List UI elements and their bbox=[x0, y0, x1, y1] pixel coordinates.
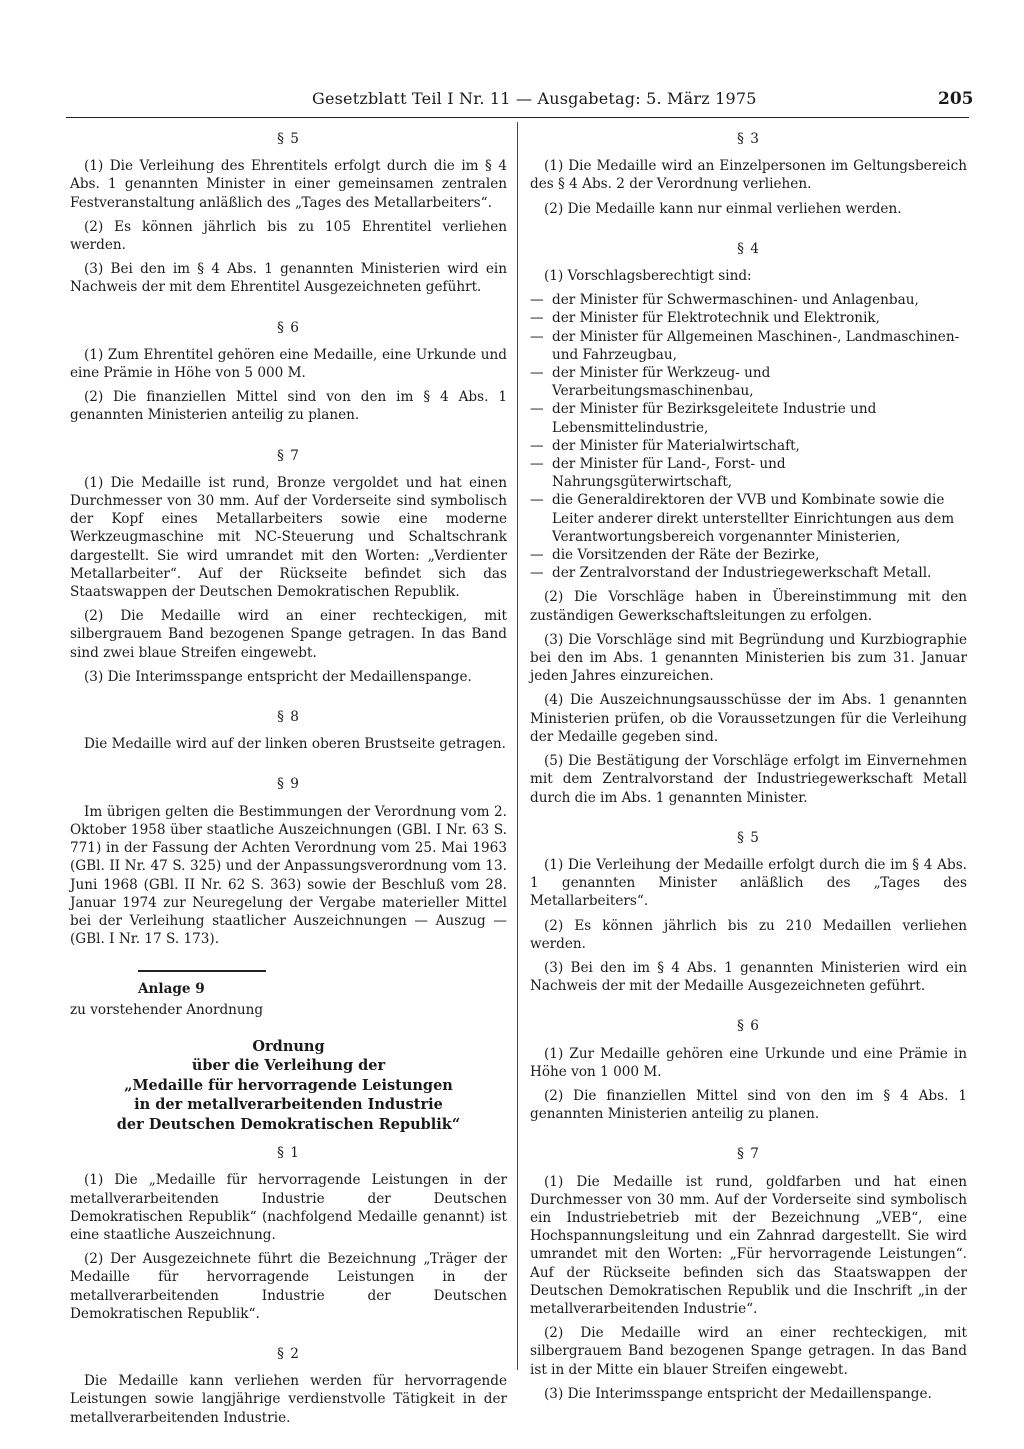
list-item bbox=[530, 364, 967, 400]
section-heading: § 5 bbox=[277, 131, 300, 147]
paragraph: (3) Die Interimsspange entspricht der Medaillenspange. bbox=[84, 668, 472, 685]
list-item bbox=[530, 491, 967, 546]
header-title: Gesetzblatt Teil I Nr. 11 — Ausgabetag: 5. März 1975 bbox=[312, 89, 757, 108]
section-4-right bbox=[530, 240, 967, 807]
list-item-text: der Minister für Elektrotechnik und Elektronik, bbox=[552, 310, 880, 327]
paragraph: (1) Die Verleihung der Medaille erfolgt durch die im § 4 Abs. 1 genannten Minister anläßlich des „Tages des Metallarbeiters“. bbox=[530, 856, 967, 910]
section-7-right bbox=[530, 1145, 967, 1403]
paragraph: (1) Vorschlagsberechtigt sind: bbox=[544, 268, 752, 285]
list-item bbox=[530, 328, 967, 364]
list-item bbox=[530, 437, 967, 455]
ordnung-title-line: in der metallverarbeitenden Industrie bbox=[134, 1096, 443, 1114]
paragraph: (1) Zur Medaille gehören eine Urkunde und eine Prämie in Höhe von 1 000 M. bbox=[530, 1045, 967, 1080]
paragraph: (2) Die Vorschläge haben in Übereinstimmung mit den zuständigen Gewerkschaftsleitungen zu erfolgen. bbox=[530, 589, 967, 624]
section-5-right bbox=[530, 829, 967, 996]
paragraph: (1) Die Medaille wird an Einzelpersonen im Geltungsbereich des § 4 Abs. 2 der Verordnung verliehen. bbox=[530, 158, 967, 193]
section-8-left bbox=[70, 708, 507, 753]
right-column bbox=[530, 130, 967, 1425]
section-heading: § 7 bbox=[277, 447, 300, 464]
list-item-text: der Minister für Werkzeug- und Verarbeitungsmaschinenbau, bbox=[552, 365, 771, 400]
list-dash: — bbox=[530, 456, 544, 473]
paragraph: Im übrigen gelten die Bestimmungen der Verordnung vom 2. Oktober 1958 über staatliche Auszeichnungen (GBl. I Nr. 63 S. 771) in der Fassung der Achten Verordnung vom 25. Mai 1963 (GBl. II Nr. 47 S. 325) und der Anpassungsverordnung vom 13. Juni 1968 (GBl. II Nr. 62 S. 363) sowie der Beschluß vom 28. Januar 1974 zur Neuregelung der Vergabe materieller Mittel bei der Verleihung staatlicher Auszeichnungen — Auszug — (GBl. I Nr. 17 S. 173). bbox=[70, 803, 507, 948]
paragraph: Die Medaille wird auf der linken oberen Brustseite getragen. bbox=[84, 736, 506, 753]
list-item-text: der Zentralvorstand der Industriegewerkschaft Metall. bbox=[552, 565, 932, 582]
paragraph: (2) Es können jährlich bis zu 105 Ehrentitel verliehen werden. bbox=[70, 218, 507, 254]
list-item bbox=[530, 400, 967, 436]
section-6-right bbox=[530, 1017, 967, 1123]
list-item bbox=[530, 309, 967, 327]
list-item-text: die Vorsitzenden der Räte der Bezirke, bbox=[552, 547, 820, 564]
section-9-left bbox=[70, 775, 507, 948]
ordnung-title-line: der Deutschen Demokratischen Republik“ bbox=[116, 1115, 461, 1133]
section-6-left bbox=[70, 319, 507, 425]
list-dash: — bbox=[530, 547, 544, 564]
section-heading: § 7 bbox=[737, 1146, 760, 1163]
anlage-title: Anlage 9 bbox=[138, 981, 205, 998]
paragraph: (1) Die Verleihung des Ehrentitels erfolgt durch die im § 4 Abs. 1 genannten Minister in einer gemeinsamen zentralen Festveranstaltung anläßlich des „Tages des Metallarbeiters“. bbox=[70, 158, 507, 211]
list-item bbox=[530, 455, 967, 491]
paragraph: (4) Die Auszeichnungsausschüsse der im Abs. 1 genannten Ministerien prüfen, ob die Voraussetzungen für die Verleihung der Medaille gegeben sind. bbox=[530, 692, 967, 745]
paragraph: (1) Die Medaille ist rund, goldfarben und hat einen Durchmesser von 30 mm. Auf der Vorderseite sind symbolisch ein Industriebetrieb mit der Bezeichnung „VEB“, eine Hochspannungsleitung und ein Zahnrad dargestellt. Sie wird umrandet mit den Worten: „Für hervorragende Leistungen“. Auf der Rückseite befinden sich das Staatswappen der Deutschen Demokratischen Republik und die Inschrift „in der metallverarbeitenden Industrie“. bbox=[530, 1173, 967, 1317]
ordnung-section-2 bbox=[70, 1345, 507, 1427]
section-heading: § 3 bbox=[737, 131, 760, 147]
list-item bbox=[530, 564, 967, 582]
paragraph: (1) Die Medaille ist rund, Bronze vergoldet und hat einen Durchmesser von 30 mm. Auf der Vorderseite sind symbolisch der Kopf eines Metallarbeiters sowie eine moderne Werkzeugmaschine mit NC-Steuerung und Schaltschrank dargestellt. Sie wird umrandet mit den Worten: „Verdienter Metallarbeiter“. Auf der Rückseite befindet sich das Staatswappen der Deutschen Demokratischen Republik. bbox=[70, 474, 507, 601]
section-5-left bbox=[70, 130, 507, 297]
list-item bbox=[530, 546, 967, 564]
list-dash: — bbox=[530, 492, 544, 509]
section-heading: § 6 bbox=[737, 1018, 760, 1035]
section-heading: § 4 bbox=[737, 240, 760, 257]
paragraph: (1) Zum Ehrentitel gehören eine Medaille, eine Urkunde und eine Prämie in Höhe von 5 000 M. bbox=[70, 346, 507, 382]
column-divider bbox=[517, 122, 518, 1370]
ordnung-title-line: über die Verleihung der bbox=[191, 1057, 386, 1075]
paragraph: (2) Die Medaille kann nur einmal verliehen werden. bbox=[544, 200, 902, 217]
section-heading: § 9 bbox=[277, 776, 300, 793]
paragraph: (2) Die finanziellen Mittel sind von den im § 4 Abs. 1 genannten Ministerien anteilig zu planen. bbox=[70, 389, 507, 424]
anlage-rule bbox=[138, 970, 266, 972]
paragraph: (3) Bei den im § 4 Abs. 1 genannten Ministerien wird ein Nachweis der mit dem Ehrentitel Ausgezeichneten geführt. bbox=[70, 261, 507, 296]
paragraph: (1) Die „Medaille für hervorragende Leistungen in der metallverarbeitenden Industrie der Deutschen Demokratischen Republik“ (nachfolgend Medaille genannt) ist eine staatliche Auszeichnung. bbox=[70, 1172, 507, 1244]
list-dash: — bbox=[530, 310, 544, 327]
list-item-text: der Minister für Materialwirtschaft, bbox=[552, 437, 800, 454]
section-heading: § 5 bbox=[737, 829, 760, 846]
section-7-left bbox=[70, 447, 507, 686]
ordnung-section-1 bbox=[70, 1144, 507, 1323]
list-dash: — bbox=[530, 401, 544, 418]
paragraph: (3) Die Interimsspange entspricht der Medaillenspange. bbox=[544, 1385, 932, 1402]
paragraph: (2) Der Ausgezeichnete führt die Bezeichnung „Träger der Medaille für hervorragende Leistungen in der metallverarbeitenden Industrie der Deutschen Demokratischen Republik“. bbox=[70, 1251, 507, 1322]
paragraph: (2) Die Medaille wird an einer rechteckigen, mit silbergrauem Band bezogenen Spange getragen. In das Band ist in der Mitte ein blauer Streifen eingewebt. bbox=[530, 1325, 967, 1378]
paragraph: (5) Die Bestätigung der Vorschläge erfolgt im Einvernehmen mit dem Zentralvorstand der Industriegewerkschaft Metall durch die im Abs. 1 genannten Minister. bbox=[530, 753, 967, 806]
list-item-text: der Minister für Allgemeinen Maschinen-, Landmaschinen- und Fahrzeugbau, bbox=[552, 328, 960, 363]
section-heading: § 1 bbox=[277, 1145, 300, 1162]
section-heading: § 8 bbox=[277, 709, 300, 726]
list-dash: — bbox=[530, 328, 544, 345]
list-item-text: der Minister für Land-, Forst- und Nahrungsgüterwirtschaft, bbox=[552, 456, 786, 491]
list-dash: — bbox=[530, 365, 544, 382]
list-dash: — bbox=[530, 565, 544, 582]
section-heading: § 2 bbox=[277, 1346, 300, 1363]
paragraph: (2) Es können jährlich bis zu 210 Medaillen verliehen werden. bbox=[530, 917, 967, 952]
section-3-right bbox=[530, 130, 967, 218]
list-dash: — bbox=[530, 437, 544, 454]
ordnung-title-line: Ordnung bbox=[252, 1037, 325, 1055]
proposer-list bbox=[530, 291, 967, 582]
paragraph: Die Medaille kann verliehen werden für hervorragende Leistungen sowie langjährige verdienstvolle Tätigkeit in der metallverarbeitenden Industrie. bbox=[70, 1373, 507, 1426]
paragraph: (2) Die finanziellen Mittel sind von den im § 4 Abs. 1 genannten Ministerien anteilig zu planen. bbox=[530, 1087, 967, 1123]
list-item-text: die Generaldirektoren der VVB und Kombinate sowie die Leiter anderer direkt unterstellter Einrichtungen aus dem Verantwortungsbereich vorgenannter Ministerien, bbox=[552, 492, 955, 545]
list-item-text: der Minister für Schwermaschinen- und Anlagenbau, bbox=[552, 292, 919, 309]
left-column bbox=[70, 130, 507, 1449]
page-number: 205 bbox=[938, 89, 974, 109]
list-dash: — bbox=[530, 292, 544, 309]
paragraph: (3) Bei den im § 4 Abs. 1 genannten Ministerien wird ein Nachweis der mit der Medaille Ausgezeichneten geführt. bbox=[530, 959, 967, 995]
header-rule bbox=[66, 117, 969, 118]
list-item-text: der Minister für Bezirksgeleitete Industrie und Lebensmittelindustrie, bbox=[552, 401, 877, 436]
ordnung-title-line: „Medaille für hervorragende Leistungen bbox=[124, 1076, 453, 1094]
paragraph: (3) Die Vorschläge sind mit Begründung und Kurzbiographie bei den im Abs. 1 genannten Ministerien bis zum 31. Januar jeden Jahres einzureichen. bbox=[530, 631, 967, 685]
ordnung-title bbox=[70, 1037, 507, 1135]
list-item bbox=[530, 291, 967, 309]
paragraph: (2) Die Medaille wird an einer rechteckigen, mit silbergrauem Band bezogenen Spange getragen. In das Band sind zwei blaue Streifen eingewebt. bbox=[70, 608, 507, 661]
section-heading: § 6 bbox=[277, 319, 300, 336]
anlage-subtitle: zu vorstehender Anordnung bbox=[70, 1001, 264, 1018]
page-header bbox=[0, 88, 1024, 112]
